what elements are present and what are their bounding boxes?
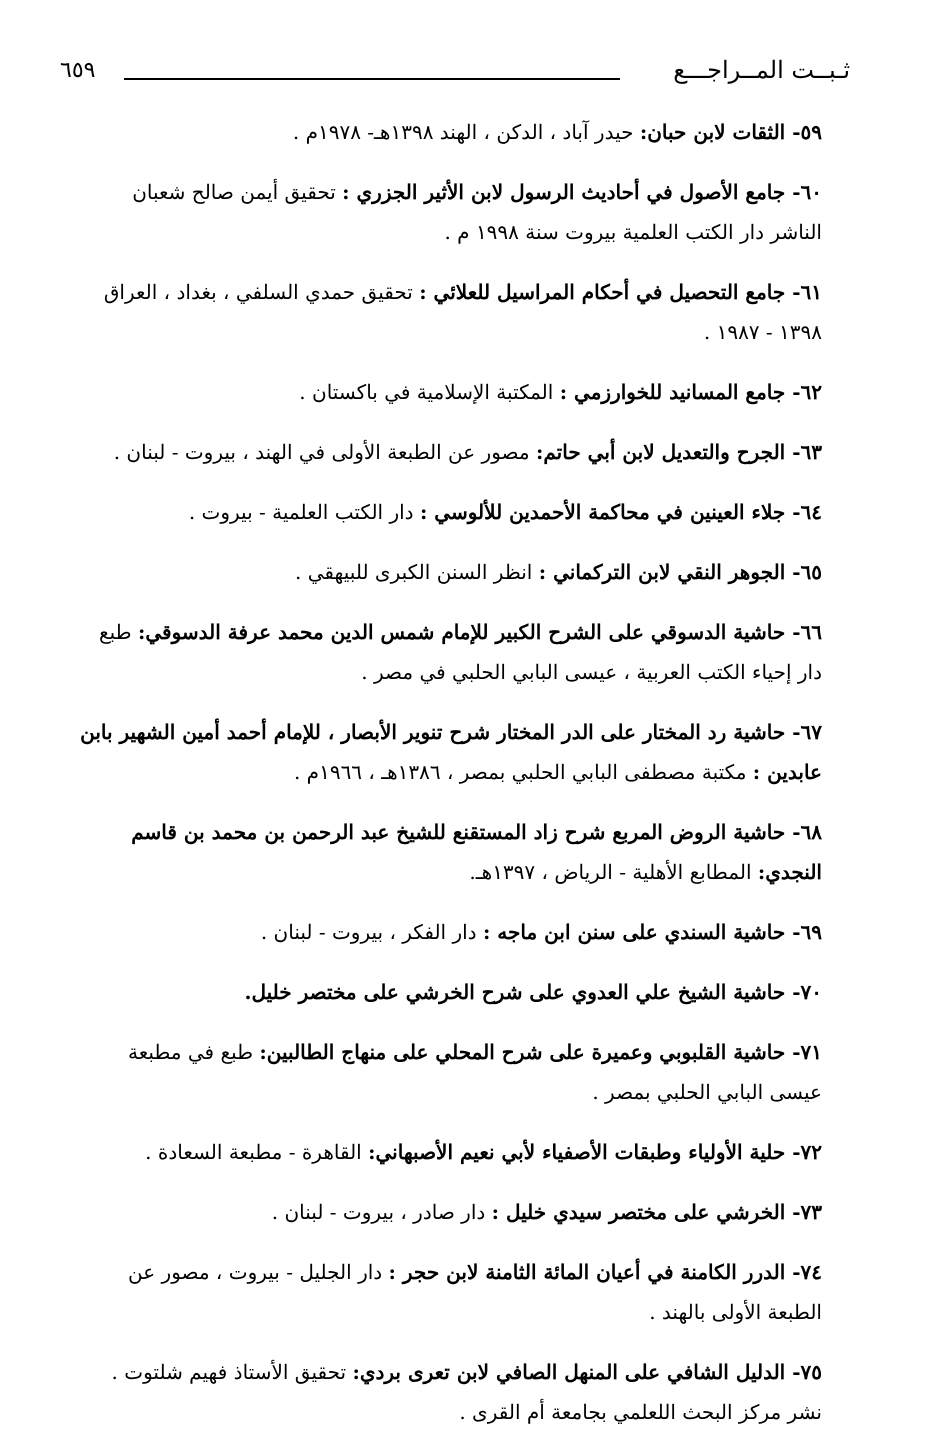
entry-details: المكتبة الإسلامية في باكستان . [299, 380, 554, 404]
entry-number: ٦٨ [800, 820, 822, 844]
entry-details: دار الجليل - بيروت ، مصور عن الطبعة الأولى بالهند . [128, 1260, 822, 1324]
reference-entry: ٧٠- حاشية الشيخ علي العدوي على شرح الخرشي على مختصر خليل. [244, 980, 822, 1004]
entry-details: مكتبة مصطفى البابي الحلبي بمصر ، ١٣٨٦هـ ، ١٩٦٦م . [293, 760, 747, 784]
entry-number: ٧٥ [800, 1360, 822, 1384]
page-header [60, 52, 850, 92]
entry-details: طبع في مطبعة عيسى البابي الحلبي بمصر . [127, 1040, 822, 1104]
reference-entry: ٧٢- حلية الأولياء وطبقات الأصفياء لأبي نعيم الأصبهاني: القاهرة - مطبعة السعادة . [145, 1140, 822, 1164]
reference-entry: ٧٣- الخرشي على مختصر سيدي خليل : دار صادر ، بيروت - لبنان . [271, 1200, 822, 1224]
entry-details: المطابع الأهلية - الرياض ، ١٣٩٧هـ. [469, 860, 752, 884]
entry-title: جامع المسانيد للخوارزمي : [559, 380, 786, 404]
reference-entry: ٥٩- الثقات لابن حبان: حيدر آباد ، الدكن ، الهند ١٣٩٨هـ- ١٩٧٨م . [292, 120, 822, 144]
entry-number: ٧٣ [800, 1200, 822, 1224]
reference-entry: ٦٧- حاشية رد المختار على الدر المختار شرح تنوير الأبصار ، للإمام أحمد أمين الشهير بابن عابدين : مكتبة مصطفى البابي الحلبي بمصر ، ١٣٨٦هـ ، ١٩٦٦م . [80, 720, 822, 784]
entry-number: ٦٠ [800, 180, 822, 204]
reference-entry: ٦١- جامع التحصيل في أحكام المراسيل للعلائي : تحقيق حمدي السلفي ، بغداد ، العراق ١٣٩٨ - ١٩٨٧ . [103, 280, 822, 344]
entry-title: حاشية الدسوقي على الشرح الكبير للإمام شمس الدين محمد عرفة الدسوقي: [137, 620, 786, 644]
references-list [76, 112, 822, 1452]
entry-title: حلية الأولياء وطبقات الأصفياء لأبي نعيم الأصبهاني: [368, 1140, 786, 1164]
entry-number: ٦٣ [800, 440, 822, 464]
entry-title: حاشية رد المختار على الدر المختار شرح تنوير الأبصار ، للإمام أحمد أمين الشهير بابن عابدين : [80, 720, 822, 784]
header-rule [124, 78, 620, 80]
entry-title: الجرح والتعديل لابن أبي حاتم: [535, 440, 786, 464]
reference-entry: ٦٤- جلاء العينين في محاكمة الأحمدين للألوسي : دار الكتب العلمية - بيروت . [188, 500, 822, 524]
entry-details: حيدر آباد ، الدكن ، الهند ١٣٩٨هـ- ١٩٧٨م . [292, 120, 634, 144]
entry-details: طبع دار إحياء الكتب العربية ، عيسى البابي الحلبي في مصر . [98, 620, 822, 684]
reference-entry: ٧٤- الدرر الكامنة في أعيان المائة الثامنة لابن حجر : دار الجليل - بيروت ، مصور عن الطبعة الأولى بالهند . [128, 1260, 822, 1324]
entry-title: جامع التحصيل في أحكام المراسيل للعلائي : [419, 280, 786, 304]
entry-details: تحقيق الأستاذ فهيم شلتوت . نشر مركز البحث اللعلمي بجامعة أم القرى . [111, 1360, 822, 1424]
entry-number: ٦٢ [800, 380, 822, 404]
entry-number: ٦٤ [800, 500, 822, 524]
entry-title: الخرشي على مختصر سيدي خليل : [491, 1200, 786, 1224]
reference-entry: ٦٣- الجرح والتعديل لابن أبي حاتم: مصور عن الطبعة الأولى في الهند ، بيروت - لبنان . [113, 440, 822, 464]
entry-title: جلاء العينين في محاكمة الأحمدين للألوسي : [419, 500, 786, 524]
entry-number: ٧٠ [800, 980, 822, 1004]
entry-details: تحقيق أيمن صالح شعبان الناشر دار الكتب العلمية بيروت سنة ١٩٩٨ م . [132, 180, 822, 244]
entry-details: دار الكتب العلمية - بيروت . [188, 500, 414, 524]
entry-details: مصور عن الطبعة الأولى في الهند ، بيروت - لبنان . [113, 440, 530, 464]
reference-entry: ٦٢- جامع المسانيد للخوارزمي : المكتبة الإسلامية في باكستان . [299, 380, 822, 404]
entry-details: تحقيق حمدي السلفي ، بغداد ، العراق ١٣٩٨ - ١٩٨٧ . [103, 280, 822, 344]
entry-number: ٦١ [800, 280, 822, 304]
entry-title: حاشية الشيخ علي العدوي على شرح الخرشي على مختصر خليل. [244, 980, 786, 1004]
entry-number: ٥٩ [800, 120, 822, 144]
entry-title: حاشية السندي على سنن ابن ماجه : [482, 920, 786, 944]
entry-number: ٧٤ [800, 1260, 822, 1284]
reference-entry: ٦٨- حاشية الروض المربع شرح زاد المستقنع للشيخ عبد الرحمن بن محمد بن قاسم النجدي: المطابع الأهلية - الرياض ، ١٣٩٧هـ. [131, 820, 822, 884]
reference-entry: ٦٦- حاشية الدسوقي على الشرح الكبير للإمام شمس الدين محمد عرفة الدسوقي: طبع دار إحياء الكتب العربية ، عيسى البابي الحلبي في مصر . [98, 620, 822, 684]
entry-title: حاشية الروض المربع شرح زاد المستقنع للشيخ عبد الرحمن بن محمد بن قاسم النجدي: [131, 820, 822, 884]
running-title: ثـبــت المــراجـــع [673, 56, 850, 84]
entry-number: ٦٧ [800, 720, 822, 744]
entry-details: دار صادر ، بيروت - لبنان . [271, 1200, 486, 1224]
reference-entry: ٧٥- الدليل الشافي على المنهل الصافي لابن تعرى بردي: تحقيق الأستاذ فهيم شلتوت . نشر مركز البحث اللعلمي بجامعة أم القرى . [111, 1360, 822, 1424]
entry-title: حاشية القلبوبي وعميرة على شرح المحلي على منهاج الطالبين: [259, 1040, 786, 1064]
entry-number: ٦٥ [800, 560, 822, 584]
entry-title: الجوهر النقي لابن التركماني : [538, 560, 786, 584]
reference-entry: ٦٩- حاشية السندي على سنن ابن ماجه : دار الفكر ، بيروت - لبنان . [260, 920, 822, 944]
entry-number: ٧٢ [800, 1140, 822, 1164]
entry-title: جامع الأصول في أحاديث الرسول لابن الأثير الجزري : [342, 180, 786, 204]
entry-number: ٧١ [800, 1040, 822, 1064]
entry-number: ٦٦ [800, 620, 822, 644]
entry-details: القاهرة - مطبعة السعادة . [145, 1140, 362, 1164]
entry-details: دار الفكر ، بيروت - لبنان . [260, 920, 477, 944]
entry-title: الدرر الكامنة في أعيان المائة الثامنة لابن حجر : [388, 1260, 786, 1284]
reference-entry: ٧١- حاشية القلبوبي وعميرة على شرح المحلي على منهاج الطالبين: طبع في مطبعة عيسى البابي الحلبي بمصر . [127, 1040, 822, 1104]
entry-title: الثقات لابن حبان: [639, 120, 786, 144]
reference-entry: ٦٥- الجوهر النقي لابن التركماني : انظر السنن الكبرى للبيهقي . [295, 560, 822, 584]
entry-details: انظر السنن الكبرى للبيهقي . [295, 560, 533, 584]
reference-entry: ٦٠- جامع الأصول في أحاديث الرسول لابن الأثير الجزري : تحقيق أيمن صالح شعبان الناشر دار الكتب العلمية بيروت سنة ١٩٩٨ م . [132, 180, 822, 244]
entry-number: ٦٩ [800, 920, 822, 944]
entry-title: الدليل الشافي على المنهل الصافي لابن تعرى بردي: [352, 1360, 786, 1384]
page-number: ٦٥٩ [60, 58, 96, 83]
